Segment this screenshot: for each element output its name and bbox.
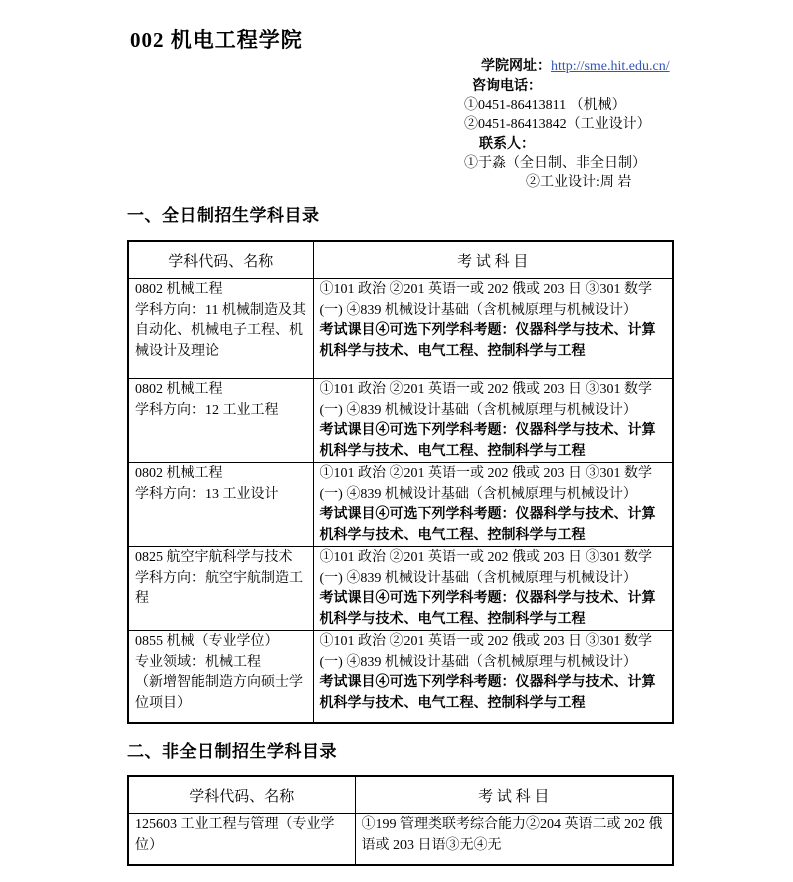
program-code: 0802 机械工程 xyxy=(135,282,223,297)
contacts-label: 联系人： xyxy=(479,135,535,151)
exam-note: 考试课目④可选下列学科考题：仪器科学与技术、计算机科学与技术、电气工程、控制科学与工程 xyxy=(319,323,656,359)
table-row xyxy=(128,463,673,547)
exam-note: 考试课目④可选下列学科考题：仪器科学与技术、计算机科学与技术、电气工程、控制科学与工程 xyxy=(319,423,656,459)
exam-subjects: ①199 管理类联考综合能力②204 英语二或 202 俄语或 203 日语③无④无 xyxy=(361,817,663,853)
phone-label-line xyxy=(464,76,670,96)
fulltime-section-heading: 一、全日制招生学科目录 xyxy=(127,206,320,225)
exam-subjects: ①101 政治 ②201 英语一或 202 俄或 203 日 ③301 数学(一) ④839 机械设计基础（含机械原理与机械设计） xyxy=(319,466,652,502)
table-row xyxy=(128,547,673,631)
program-direction: 学科方向：12 工业工程 xyxy=(135,402,279,418)
header-exam-column: 考 试 科 目 xyxy=(313,241,673,279)
contact-1-line: ①于淼（全日制、非全日制） xyxy=(464,156,646,171)
program-cell xyxy=(128,379,313,463)
program-code: 125603 工业工程与管理（专业学位） xyxy=(135,817,335,853)
program-note: （新增智能制造方向硕士学位项目） xyxy=(135,675,303,711)
exam-subjects: ①101 政治 ②201 英语一或 202 俄或 203 日 ③301 数学(一) ④839 机械设计基础（含机械原理与机械设计） xyxy=(319,634,652,670)
contacts-label-line xyxy=(464,134,670,154)
program-cell xyxy=(128,547,313,631)
table-row xyxy=(128,814,673,865)
website-label: 学院网址： xyxy=(481,57,551,73)
header-program-column: 学科代码、名称 xyxy=(128,241,313,279)
exam-subjects: ①101 政治 ②201 英语一或 202 俄或 203 日 ③301 数学(一) ④839 机械设计基础（含机械原理与机械设计） xyxy=(319,382,652,418)
exam-cell xyxy=(313,631,673,723)
exam-cell xyxy=(313,463,673,547)
exam-note: 考试课目④可选下列学科考题：仪器科学与技术、计算机科学与技术、电气工程、控制科学与工程 xyxy=(319,591,656,627)
program-cell xyxy=(128,631,313,723)
page-title: 002 机电工程学院 xyxy=(130,28,303,52)
header-exam-column: 考 试 科 目 xyxy=(355,776,673,814)
exam-cell xyxy=(313,547,673,631)
exam-note: 考试课目④可选下列学科考题：仪器科学与技术、计算机科学与技术、电气工程、控制科学与工程 xyxy=(319,507,656,543)
table-row xyxy=(128,631,673,723)
exam-cell xyxy=(313,279,673,379)
program-cell xyxy=(128,814,355,865)
program-code: 0825 航空宇航科学与技术 xyxy=(135,550,293,565)
fulltime-catalog-table xyxy=(127,240,674,724)
contact-info-block xyxy=(464,56,670,192)
phone-1-line: ①0451-86413811 （机械） xyxy=(464,98,626,113)
program-direction: 学科方向：航空宇航制造工程 xyxy=(135,570,303,606)
exam-cell xyxy=(355,814,673,865)
college-website-link[interactable]: http://sme.hit.edu.cn/ xyxy=(551,59,670,74)
exam-cell xyxy=(313,379,673,463)
program-code: 0802 机械工程 xyxy=(135,466,223,481)
exam-note: 考试课目④可选下列学科考题：仪器科学与技术、计算机科学与技术、电气工程、控制科学与工程 xyxy=(319,675,656,711)
table-row xyxy=(128,379,673,463)
exam-subjects: ①101 政治 ②201 英语一或 202 俄或 203 日 ③301 数学(一) ④839 机械设计基础（含机械原理与机械设计） xyxy=(319,282,652,318)
header-program-column: 学科代码、名称 xyxy=(128,776,355,814)
parttime-catalog-table xyxy=(127,775,674,866)
table-header-row xyxy=(128,776,673,814)
program-cell xyxy=(128,279,313,379)
phone-2-line: ②0451-86413842（工业设计） xyxy=(464,117,651,132)
program-code: 0802 机械工程 xyxy=(135,382,223,397)
phone-label: 咨询电话： xyxy=(472,77,542,93)
table-header-row xyxy=(128,241,673,279)
exam-subjects: ①101 政治 ②201 英语一或 202 俄或 203 日 ③301 数学(一) ④839 机械设计基础（含机械原理与机械设计） xyxy=(319,550,652,586)
table-row xyxy=(128,279,673,379)
program-direction: 专业领域：机械工程 xyxy=(135,654,261,670)
parttime-section-heading: 二、非全日制招生学科目录 xyxy=(127,742,337,761)
contact-2-line: ②工业设计:周 岩 xyxy=(526,175,632,190)
website-line xyxy=(464,56,670,76)
program-direction: 学科方向：11 机械制造及其自动化、机械电子工程、机械设计及理论 xyxy=(135,302,306,359)
program-code: 0855 机械（专业学位） xyxy=(135,634,279,649)
program-direction: 学科方向：13 工业设计 xyxy=(135,486,279,502)
program-cell xyxy=(128,463,313,547)
